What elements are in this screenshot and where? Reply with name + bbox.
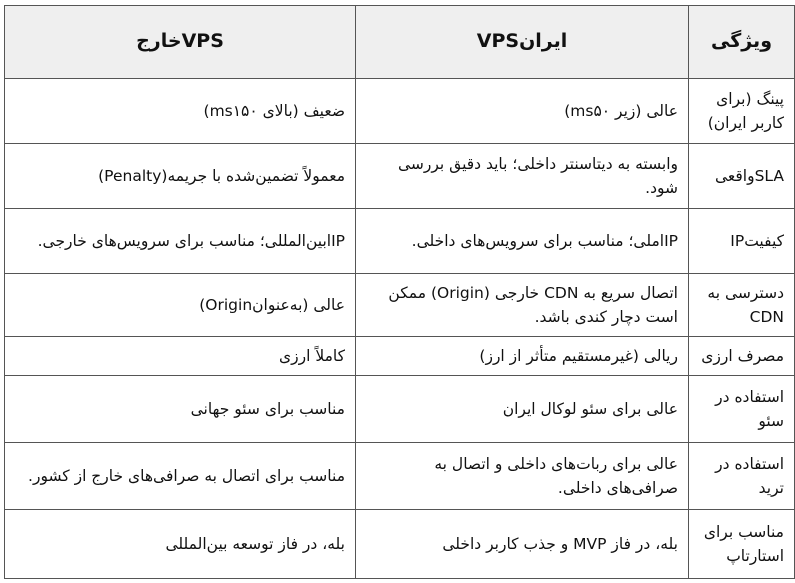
cell-feature: استفاده در ترید: [689, 443, 795, 510]
table-row: [5, 209, 795, 274]
cell-iran: IPاملی؛ مناسب برای سرویس‌های داخلی.: [356, 209, 689, 274]
table-row: [5, 79, 795, 144]
cell-feature: پینگ (برای کاربر ایران): [689, 79, 795, 144]
table-row: [5, 144, 795, 209]
table-header-row: [5, 6, 795, 79]
cell-foreign: ضعیف (بالای ms۱۵۰): [5, 79, 356, 144]
cell-feature: کیفیتIP: [689, 209, 795, 274]
cell-foreign: کاملاً ارزی: [5, 337, 356, 376]
cell-feature: مناسب برای استارتاپ: [689, 510, 795, 579]
cell-feature: SLAواقعی: [689, 144, 795, 209]
table-row: [5, 443, 795, 510]
cell-iran: اتصال سریع به CDN خارجی (Origin) ممکن است دچار کندی باشد.: [356, 274, 689, 337]
cell-foreign: عالی (به‌عنوانOrigin): [5, 274, 356, 337]
cell-foreign: مناسب برای سئو جهانی: [5, 376, 356, 443]
cell-iran: عالی برای ربات‌های داخلی و اتصال به صرافی‌های داخلی.: [356, 443, 689, 510]
table-row: [5, 337, 795, 376]
cell-iran: بله، در فاز MVP و جذب کاربر داخلی: [356, 510, 689, 579]
cell-foreign: معمولاً تضمین‌شده با جریمه(Penalty): [5, 144, 356, 209]
cell-feature: مصرف ارزی: [689, 337, 795, 376]
table-row: [5, 376, 795, 443]
cell-feature: استفاده در سئو: [689, 376, 795, 443]
table-row: [5, 510, 795, 579]
header-feature: ویژگی: [689, 6, 795, 79]
table-row: [5, 274, 795, 337]
cell-feature: دسترسی به CDN: [689, 274, 795, 337]
cell-iran: عالی برای سئو لوکال ایران: [356, 376, 689, 443]
cell-foreign: IPابین‌المللی؛ مناسب برای سرویس‌های خارجی.: [5, 209, 356, 274]
cell-foreign: بله، در فاز توسعه بین‌المللی: [5, 510, 356, 579]
cell-iran: عالی (زیر ms۵۰): [356, 79, 689, 144]
cell-iran: ریالی (غیرمستقیم متأثر از ارز): [356, 337, 689, 376]
cell-iran: وابسته به دیتاسنتر داخلی؛ باید دقیق بررسی شود.: [356, 144, 689, 209]
header-foreign-vps: VPSخارج: [5, 6, 356, 79]
comparison-table: [4, 5, 795, 579]
cell-foreign: مناسب برای اتصال به صرافی‌های خارج از کشور.: [5, 443, 356, 510]
header-iran-vps: ایرانVPS: [356, 6, 689, 79]
